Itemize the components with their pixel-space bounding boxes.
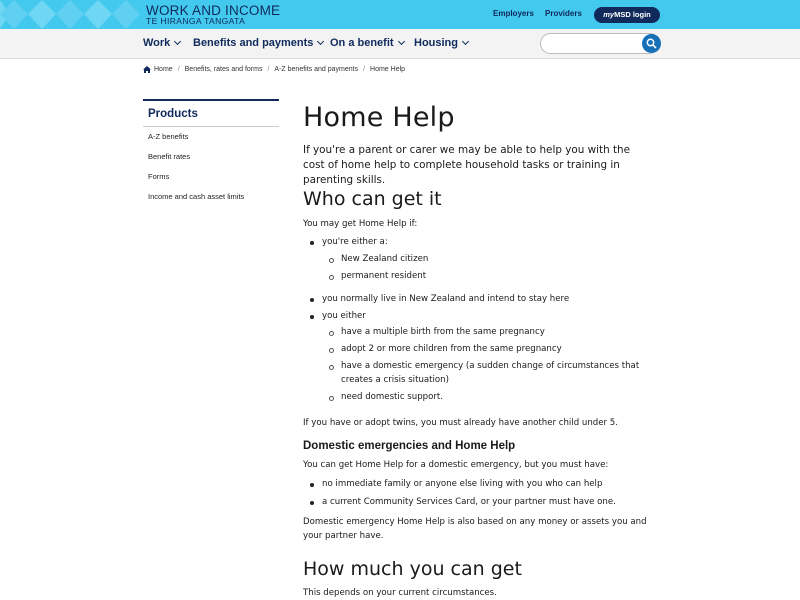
sub-bullet (329, 331, 334, 336)
top-banner (0, 0, 800, 29)
list-item: New Zealand citizen (341, 254, 429, 264)
bullet (310, 483, 314, 487)
breadcrumb-separator: / (363, 66, 366, 73)
nav-label: Work (143, 37, 171, 49)
login-label: MSD login (614, 10, 651, 19)
breadcrumb (143, 66, 405, 73)
home-icon (143, 66, 151, 73)
domestic-note: Domestic emergency Home Help is also based on any money or assets you and your partner have. (303, 517, 647, 541)
nav-label: Benefits and payments (193, 37, 314, 49)
logo-subtitle: TE HIRANGA TANGATA (146, 16, 246, 26)
breadcrumb-home[interactable]: Home (154, 66, 173, 73)
breadcrumb-az-benefits[interactable]: A-Z benefits and payments (274, 66, 359, 73)
chevron-down-icon (174, 38, 181, 45)
list-item: need domestic support. (341, 392, 443, 402)
logo-title[interactable]: WORK AND INCOME (146, 3, 281, 18)
chevron-down-icon (317, 38, 324, 45)
bullet (310, 298, 314, 302)
search-icon (646, 38, 657, 49)
list-item: a current Community Services Card, or your partner must have one. (322, 497, 616, 507)
how-much-text: This depends on your current circumstances. (303, 588, 497, 598)
sub-bullet (329, 275, 334, 280)
list-item: you're either a: (322, 237, 388, 247)
nav-work[interactable] (143, 37, 180, 49)
sidebar-item-forms[interactable]: Forms (148, 172, 170, 181)
sidebar-item-az-benefits[interactable]: A-Z benefits (148, 132, 189, 141)
mymsd-login-button[interactable] (594, 7, 660, 23)
nav-label: Housing (414, 37, 458, 49)
intro-paragraph: If you're a parent or carer we may be able to help you with the cost of home help to complete household tasks or training in parenting skills. (303, 144, 631, 186)
sub-bullet (329, 365, 334, 370)
twins-note: If you have or adopt twins, you must already have another child under 5. (303, 418, 618, 428)
breadcrumb-separator: / (267, 66, 270, 73)
chevron-down-icon (462, 38, 469, 45)
nav-housing[interactable] (414, 37, 468, 49)
breadcrumb-separator: / (177, 66, 180, 73)
who-intro: You may get Home Help if: (303, 219, 418, 229)
chevron-down-icon (398, 38, 405, 45)
page-title: Home Help (303, 102, 455, 133)
nav-label: On a benefit (330, 37, 394, 49)
sidebar (143, 99, 279, 207)
providers-link[interactable]: Providers (545, 9, 582, 18)
domestic-emergencies-heading: Domestic emergencies and Home Help (303, 440, 516, 452)
breadcrumb-current: Home Help (370, 66, 406, 73)
sidebar-item-benefit-rates[interactable]: Benefit rates (148, 152, 191, 161)
list-item: permanent resident (341, 271, 427, 281)
domestic-intro: You can get Home Help for a domestic emergency, but you must have: (303, 460, 609, 470)
employers-link[interactable]: Employers (493, 9, 534, 18)
who-can-get-it-heading: Who can get it (303, 188, 442, 210)
nav-benefits[interactable] (193, 37, 323, 49)
bullet (310, 241, 314, 245)
list-item: have a domestic emergency (a sudden change of circumstances that creates a crisis situation) (341, 361, 640, 385)
sub-bullet (329, 258, 334, 263)
bullet (310, 501, 314, 505)
sidebar-item-income-limits[interactable]: Income and cash asset limits (148, 192, 245, 201)
list-item: no immediate family or anyone else living with you who can help (322, 479, 603, 489)
search-button[interactable] (642, 34, 661, 53)
list-item: you normally live in New Zealand and intend to stay here (322, 294, 570, 304)
bullet (310, 315, 314, 319)
how-much-heading: How much you can get (303, 558, 522, 580)
main-nav (0, 29, 800, 59)
list-item: adopt 2 or more children from the same pregnancy (341, 344, 562, 354)
nav-on-a-benefit[interactable] (330, 37, 404, 49)
list-item: have a multiple birth from the same pregnancy (341, 327, 545, 337)
breadcrumb-benefits-rates-forms[interactable]: Benefits, rates and forms (184, 66, 263, 73)
sub-bullet (329, 348, 334, 353)
sidebar-title: Products (143, 99, 279, 127)
login-prefix: my (603, 10, 615, 19)
sub-bullet (329, 396, 334, 401)
koru-pattern-icon (0, 0, 140, 29)
list-item: you either (322, 311, 366, 321)
